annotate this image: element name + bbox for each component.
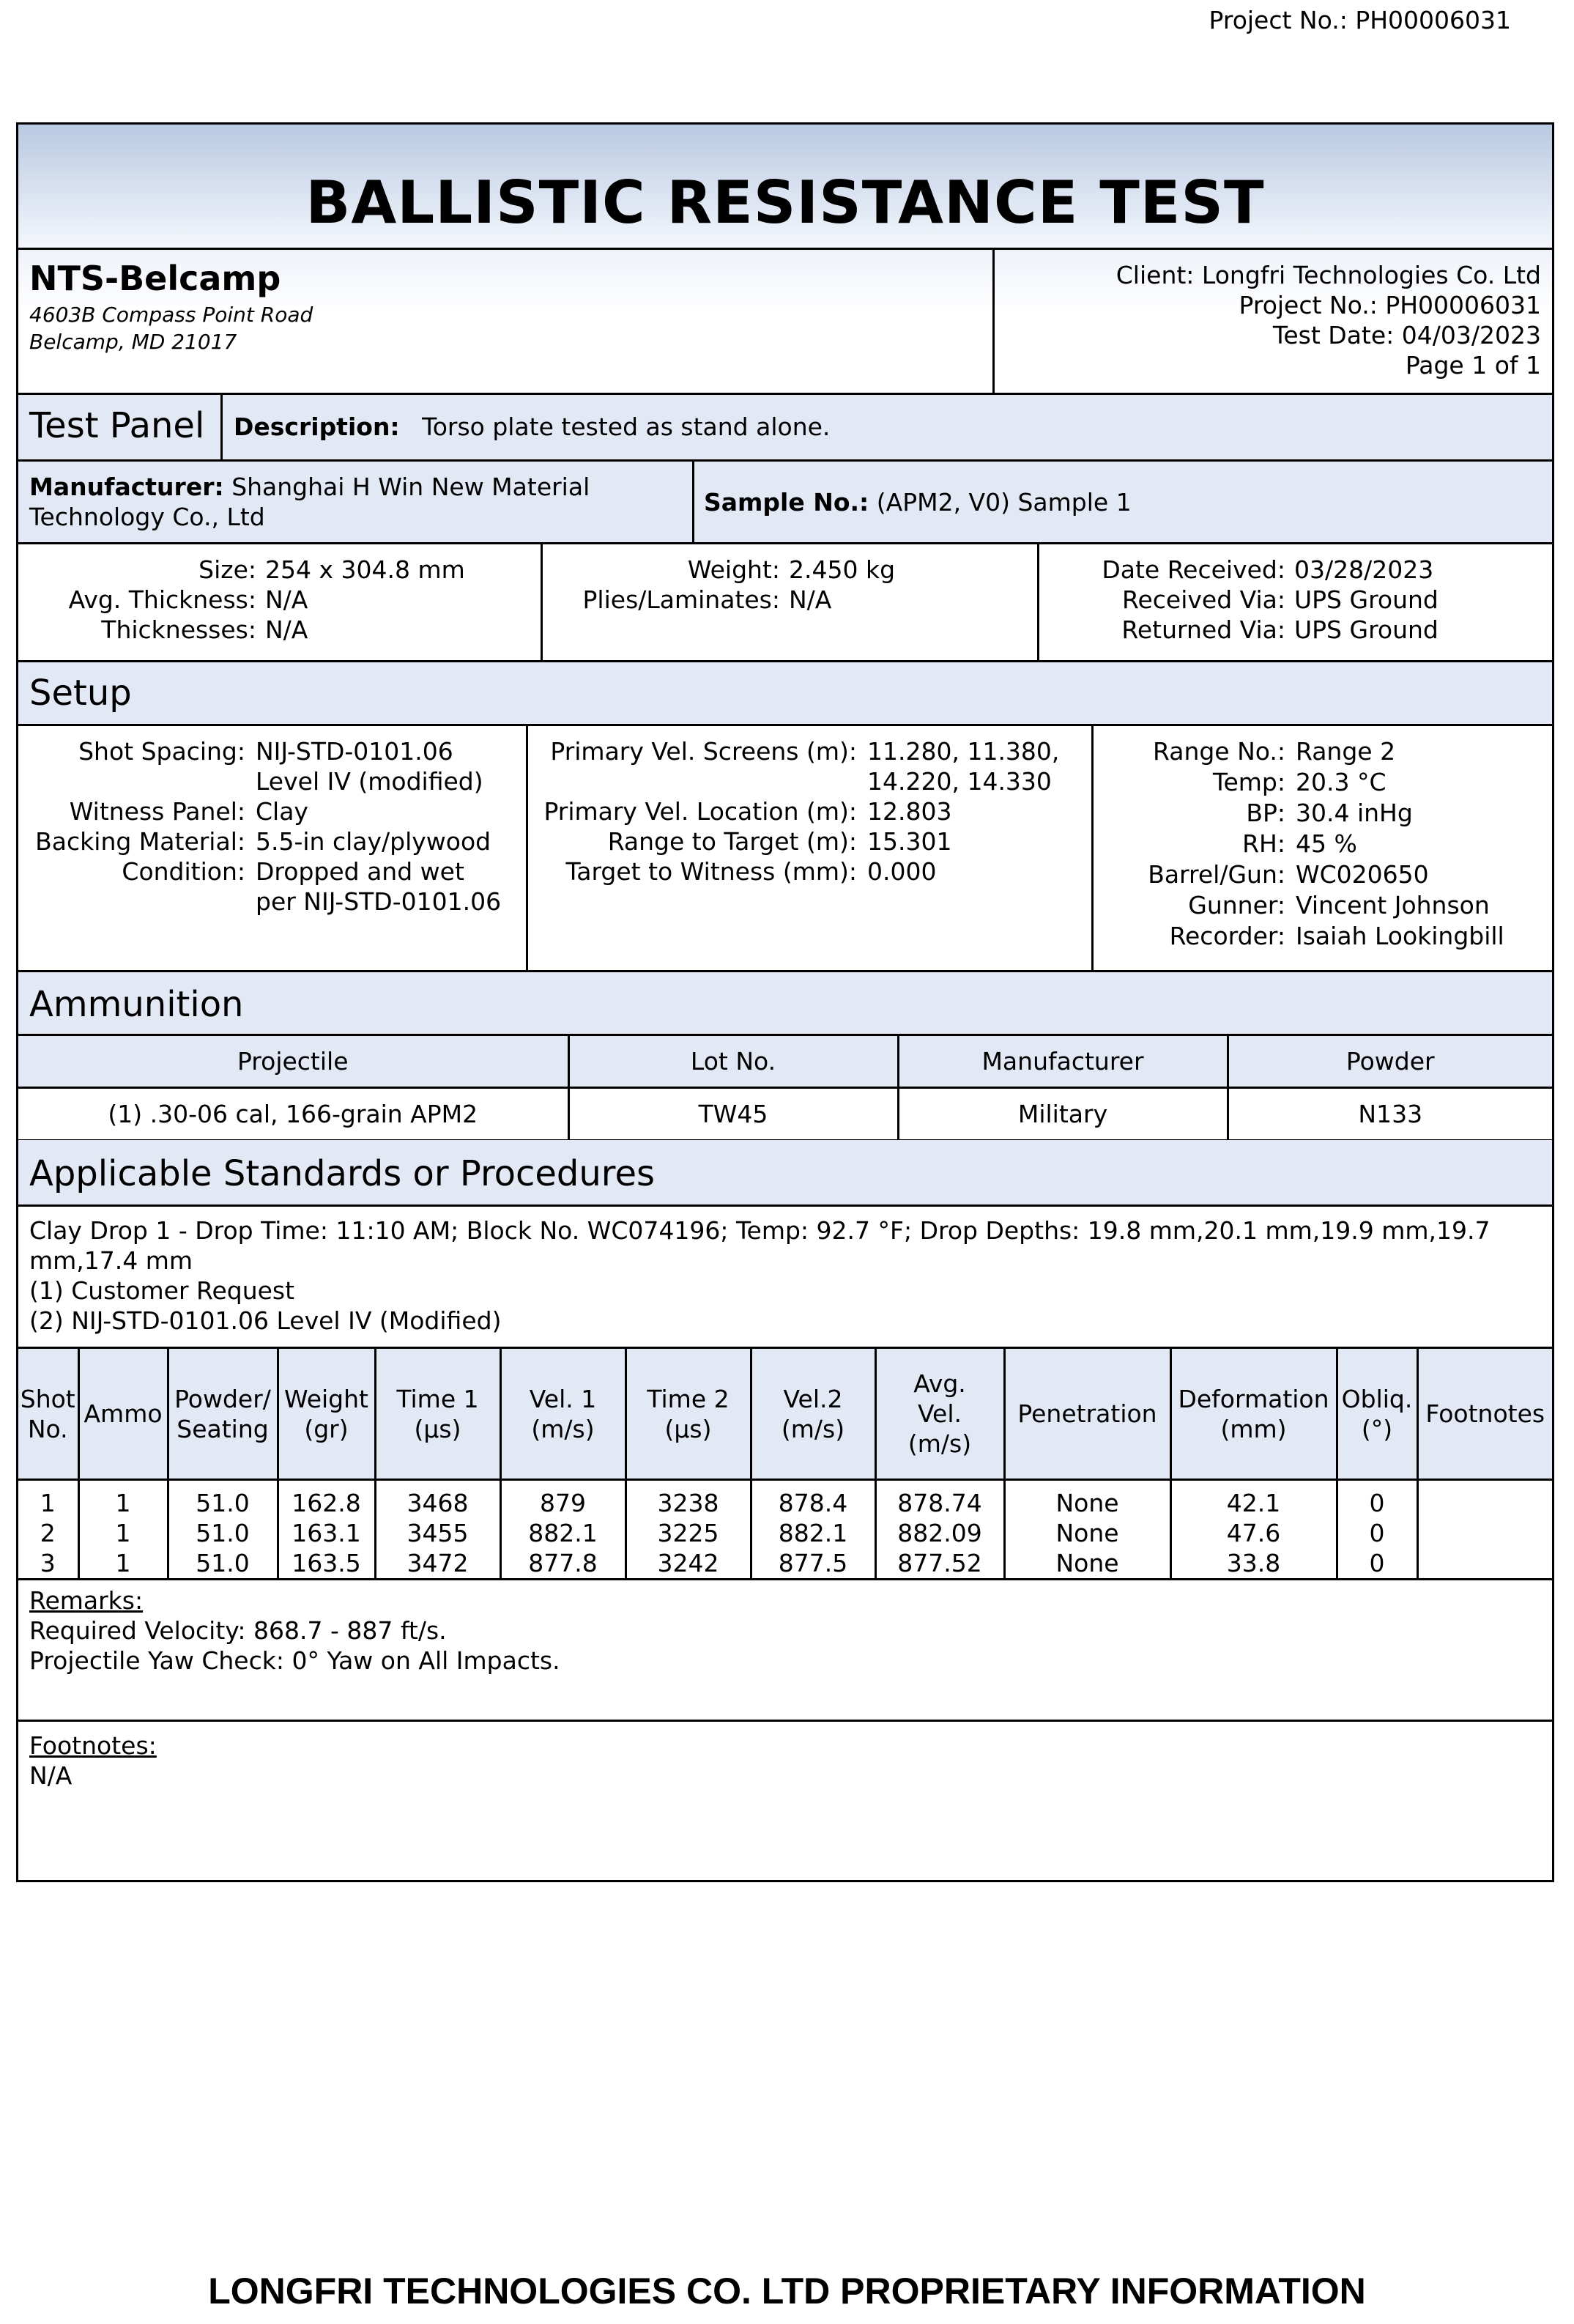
received-via-value: UPS Ground <box>1294 585 1438 614</box>
thicknesses-label: Thicknesses: <box>101 615 256 644</box>
ammo-header-powder: Powder <box>1228 1035 1552 1088</box>
test-date: Test Date: 04/03/2023 <box>1272 321 1541 349</box>
shots-header-obliquity: Obliq. (°) <box>1337 1348 1417 1480</box>
recorder-value: Isaiah Lookingbill <box>1296 922 1504 950</box>
shots-header-penetration: Penetration <box>1004 1348 1170 1480</box>
shots-col-time1: 3468 3455 3472 <box>375 1480 500 1580</box>
shots-header-powder-seating: Powder/ Seating <box>168 1348 278 1480</box>
shots-col-ammo: 1 1 1 <box>78 1480 168 1580</box>
ammo-header-manufacturer: Manufacturer <box>898 1035 1228 1088</box>
footnotes-block <box>18 1722 1552 1876</box>
shots-col-weight: 162.8 163.1 163.5 <box>278 1480 375 1580</box>
gunner-label: Gunner: <box>1188 891 1285 919</box>
standards-line-4: (2) NIJ-STD-0101.06 Level IV (Modified) <box>29 1306 502 1335</box>
primary-vel-location-label: Primary Vel. Location (m): <box>543 797 857 826</box>
remarks-line-1: Required Velocity: 868.7 - 887 ft/s. <box>29 1616 447 1645</box>
manufacturer-value-line2: Technology Co., Ltd <box>29 503 265 531</box>
date-received-label: Date Received: <box>1102 555 1285 584</box>
standards-line-2: mm,17.4 mm <box>29 1246 193 1275</box>
ammo-cell-projectile: (1) .30-06 cal, 166-grain APM2 <box>18 1088 568 1141</box>
recorder-label: Recorder: <box>1169 922 1285 950</box>
shot-spacing-value-line1: NIJ-STD-0101.06 <box>256 737 453 766</box>
sample-label: Sample No.: <box>704 488 869 517</box>
test-panel-heading: Test Panel <box>29 405 205 446</box>
remarks-line-2: Projectile Yaw Check: 0° Yaw on All Impacts. <box>29 1646 560 1675</box>
rh-value: 45 % <box>1296 829 1357 858</box>
report-title: BALLISTIC RESISTANCE TEST <box>305 169 1265 237</box>
rh-label: RH: <box>1242 829 1285 858</box>
footnotes-heading: Footnotes: <box>29 1731 157 1760</box>
ammunition-heading: Ammunition <box>29 984 244 1025</box>
date-received-value: 03/28/2023 <box>1294 555 1434 584</box>
manufacturer-sample-row <box>18 462 1552 542</box>
header-project-number: Project No.: PH00006031 <box>1209 6 1511 34</box>
shots-header-footnotes: Footnotes <box>1417 1348 1552 1480</box>
client-name: Client: Longfri Technologies Co. Ltd <box>1115 261 1541 289</box>
shots-header-ammo: Ammo <box>78 1348 168 1480</box>
setup-heading-row <box>18 662 1552 724</box>
shots-col-powder: 51.0 51.0 51.0 <box>168 1480 278 1580</box>
shots-col-footnotes <box>1417 1480 1552 1580</box>
shots-col-obliquity: 0 0 0 <box>1337 1480 1417 1580</box>
backing-material-label: Backing Material: <box>35 827 245 856</box>
title-band <box>18 125 1552 249</box>
returned-via-label: Returned Via: <box>1121 615 1285 644</box>
ammunition-table <box>18 1034 1552 1141</box>
shots-col-deformation: 42.1 47.6 33.8 <box>1170 1480 1337 1580</box>
shots-header-row <box>18 1348 1552 1480</box>
condition-value-line1: Dropped and wet <box>256 857 464 886</box>
weight-value: 2.450 kg <box>789 555 896 584</box>
manufacturer-value-line1: Shanghai H Win New Material <box>231 473 590 501</box>
barrel-gun-value: WC020650 <box>1296 860 1429 889</box>
shots-col-shot-no: 1 2 3 <box>18 1480 78 1580</box>
shots-header-time2: Time 2 (µs) <box>625 1348 751 1480</box>
weight-label: Weight: <box>687 555 780 584</box>
setup-details-row <box>18 726 1552 970</box>
proprietary-footer: LONGFRI TECHNOLOGIES CO. LTD PROPRIETARY INFORMATION <box>208 2271 1366 2312</box>
primary-vel-screens-value-line1: 11.280, 11.380, <box>867 737 1060 766</box>
bp-value: 30.4 inHg <box>1296 799 1413 827</box>
backing-material-value: 5.5-in clay/plywood <box>256 827 491 856</box>
ammo-header-projectile: Projectile <box>18 1035 568 1088</box>
shots-data-rows <box>18 1480 1552 1580</box>
lab-name: NTS-Belcamp <box>29 259 281 298</box>
standards-heading-row <box>18 1140 1552 1204</box>
returned-via-value: UPS Ground <box>1294 615 1438 644</box>
shots-header-time1: Time 1 (µs) <box>375 1348 500 1480</box>
witness-panel-value: Clay <box>256 797 308 826</box>
description-label: Description: <box>234 412 400 441</box>
description-value: Torso plate tested as stand alone. <box>422 412 831 441</box>
shots-col-avg-vel: 878.74 882.09 877.52 <box>875 1480 1004 1580</box>
plies-value: N/A <box>789 585 832 614</box>
ammo-cell-lot: TW45 <box>568 1088 898 1141</box>
barrel-gun-label: Barrel/Gun: <box>1148 860 1285 889</box>
lab-address-line1: 4603B Compass Point Road <box>29 303 313 327</box>
size-value: 254 x 304.8 mm <box>265 555 465 584</box>
primary-vel-screens-label: Primary Vel. Screens (m): <box>550 737 857 766</box>
shots-header-avg-vel: Avg. Vel. (m/s) <box>875 1348 1004 1480</box>
remarks-heading: Remarks: <box>29 1586 144 1615</box>
received-via-label: Received Via: <box>1122 585 1285 614</box>
temp-label: Temp: <box>1212 768 1285 796</box>
footnotes-text: N/A <box>29 1761 73 1790</box>
ammunition-heading-row <box>18 972 1552 1035</box>
shots-header-vel2: Vel.2 (m/s) <box>751 1348 875 1480</box>
bp-label: BP: <box>1246 799 1285 827</box>
standards-text-block <box>18 1207 1552 1347</box>
plies-label: Plies/Laminates: <box>582 585 780 614</box>
avg-thickness-label: Avg. Thickness: <box>68 585 256 614</box>
lab-address-line2: Belcamp, MD 21017 <box>29 330 237 354</box>
temp-value: 20.3 °C <box>1296 768 1386 796</box>
remarks-block <box>18 1577 1552 1720</box>
shots-col-vel2: 878.4 882.1 877.5 <box>751 1480 875 1580</box>
manufacturer-label: Manufacturer: <box>29 473 224 501</box>
avg-thickness-value: N/A <box>265 585 308 614</box>
shot-spacing-label: Shot Spacing: <box>78 737 245 766</box>
shots-header-deformation: Deformation (mm) <box>1170 1348 1337 1480</box>
primary-vel-screens-value-line2: 14.220, 14.330 <box>867 767 1052 796</box>
shots-col-time2: 3238 3225 3242 <box>625 1480 751 1580</box>
sample-value: (APM2, V0) Sample 1 <box>876 488 1132 517</box>
test-panel-row <box>18 395 1552 459</box>
standards-line-3: (1) Customer Request <box>29 1276 295 1305</box>
shots-header-shot-no: Shot No. <box>18 1348 78 1480</box>
shots-col-penetration: None None None <box>1004 1480 1170 1580</box>
client-project-number: Project No.: PH00006031 <box>1239 291 1541 319</box>
shots-header-vel1: Vel. 1 (m/s) <box>500 1348 625 1480</box>
witness-panel-label: Witness Panel: <box>69 797 245 826</box>
ammo-header-lot: Lot No. <box>568 1035 898 1088</box>
range-to-target-label: Range to Target (m): <box>607 827 857 856</box>
setup-heading: Setup <box>29 673 132 714</box>
gunner-value: Vincent Johnson <box>1296 891 1490 919</box>
standards-line-1: Clay Drop 1 - Drop Time: 11:10 AM; Block No. WC074196; Temp: 92.7 °F; Drop Depths: 19.8 mm,20.1 mm,19.9 mm,19.7 <box>29 1216 1491 1245</box>
ammo-cell-manufacturer: Military <box>898 1088 1228 1141</box>
size-label: Size: <box>198 555 256 584</box>
report-frame <box>16 122 1554 1882</box>
page-number: Page 1 of 1 <box>1405 351 1541 380</box>
range-no-label: Range No.: <box>1153 737 1285 766</box>
target-to-witness-label: Target to Witness (mm): <box>565 857 857 886</box>
lab-client-block <box>18 250 1552 393</box>
range-to-target-value: 15.301 <box>867 827 952 856</box>
condition-label: Condition: <box>122 857 245 886</box>
target-to-witness-value: 0.000 <box>867 857 937 886</box>
panel-details-row <box>18 544 1552 660</box>
shot-spacing-value-line2: Level IV (modified) <box>256 767 483 796</box>
shots-table <box>18 1347 1552 1580</box>
ammo-cell-powder: N133 <box>1228 1088 1552 1141</box>
primary-vel-location-value: 12.803 <box>867 797 952 826</box>
thicknesses-value: N/A <box>265 615 308 644</box>
range-no-value: Range 2 <box>1296 737 1396 766</box>
shots-col-vel1: 879 882.1 877.8 <box>500 1480 625 1580</box>
condition-value-line2: per NIJ-STD-0101.06 <box>256 887 502 916</box>
shots-header-weight: Weight (gr) <box>278 1348 375 1480</box>
standards-heading: Applicable Standards or Procedures <box>29 1153 656 1194</box>
